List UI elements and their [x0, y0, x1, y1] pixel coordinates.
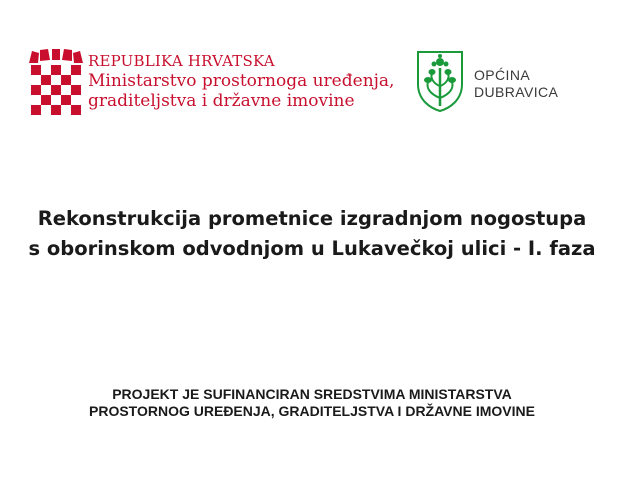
project-title-line1: Rekonstrukcija prometnice izgradnjom nogostupa: [37, 207, 587, 230]
municipality-label: OPĆINA: [474, 67, 531, 83]
project-title-line2: s oborinskom odvodnjom u Lukavečkoj ulici - I. faza: [28, 237, 596, 260]
ministry-title-line1: Ministarstvo prostornoga uređenja,: [88, 71, 395, 91]
municipality-title: DUBRAVICA: [474, 84, 559, 100]
ministry-title-line2: graditeljstva i državne imovine: [88, 91, 355, 111]
croatian-coat-of-arms-icon: [26, 49, 86, 115]
ministry-country: REPUBLIKA HRVATSKA: [88, 52, 275, 70]
ministry-name: [88, 51, 394, 111]
project-title: [0, 204, 624, 264]
funding-notice: [0, 386, 624, 420]
municipality-name: [474, 67, 558, 101]
funding-notice-line1: PROJEKT JE SUFINANCIRAN SREDSTVIMA MINISTARSTVA: [112, 386, 512, 402]
dubravica-coat-of-arms-icon: [416, 50, 464, 112]
funding-notice-line2: PROSTORNOG UREĐENJA, GRADITELJSTVA I DRŽAVNE IMOVINE: [89, 403, 535, 419]
